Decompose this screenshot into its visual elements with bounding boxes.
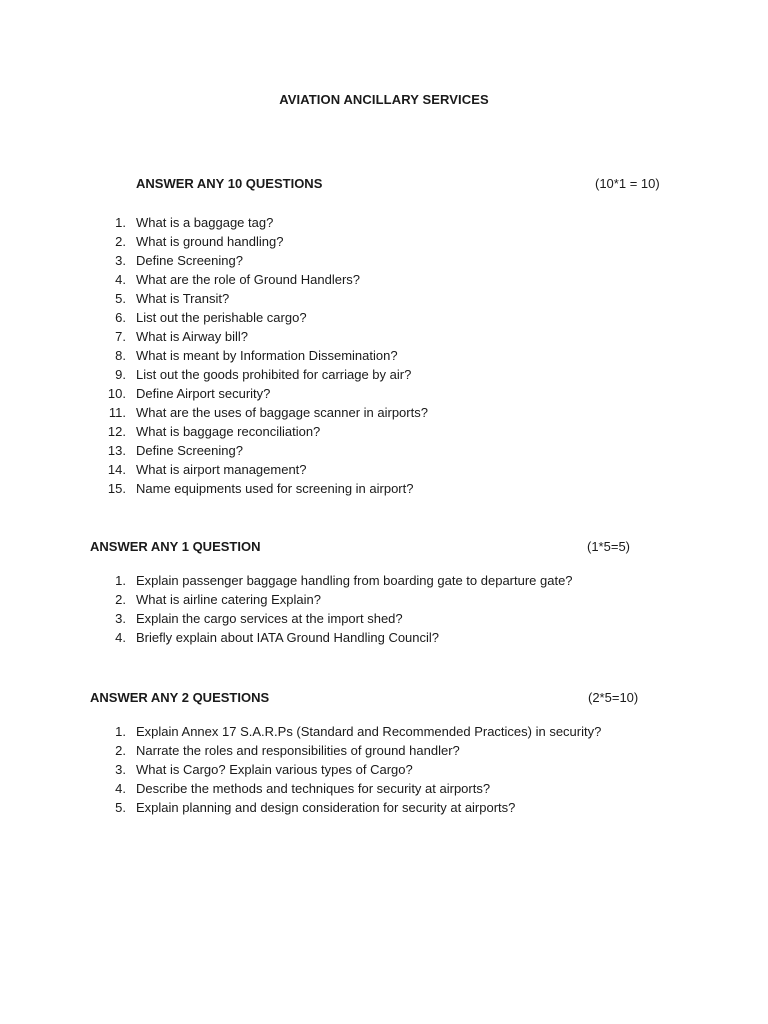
- question-item: [115, 722, 602, 741]
- section-a-marks: (10*1 = 10): [595, 176, 660, 191]
- question-item: [115, 289, 428, 308]
- question-text: List out the goods prohibited for carriage by air?: [136, 367, 412, 382]
- question-item: [115, 327, 428, 346]
- question-item: [115, 779, 601, 798]
- question-number: 1.: [115, 573, 126, 588]
- question-item: [115, 571, 573, 590]
- question-item: [115, 213, 428, 232]
- question-item: [108, 403, 428, 422]
- question-text: What is Transit?: [136, 291, 230, 306]
- question-text: What is airline catering Explain?: [136, 592, 321, 607]
- section-b-question-list: [115, 571, 573, 647]
- section-c-header: ANSWER ANY 2 QUESTIONS: [90, 690, 270, 705]
- section-b-marks: (1*5=5): [587, 539, 630, 554]
- question-number: 10.: [107, 386, 126, 401]
- question-item: [115, 798, 601, 817]
- question-number: 13.: [107, 443, 126, 458]
- question-text: List out the perishable cargo?: [136, 310, 307, 325]
- question-item: [115, 308, 428, 327]
- question-number: 5.: [115, 291, 126, 306]
- question-number: 5.: [115, 800, 126, 815]
- question-number: 15.: [107, 481, 126, 496]
- question-number: 3.: [115, 762, 126, 777]
- section-a-question-list: [107, 213, 428, 498]
- question-number: 7.: [115, 329, 126, 344]
- section-a-header: ANSWER ANY 10 QUESTIONS: [136, 176, 323, 191]
- section-b-header: ANSWER ANY 1 QUESTION: [90, 539, 261, 554]
- question-item: [115, 346, 428, 365]
- question-text: Explain passenger baggage handling from boarding gate to departure gate?: [136, 573, 573, 588]
- question-text: Briefly explain about IATA Ground Handling Council?: [136, 630, 440, 645]
- question-text: Define Screening?: [136, 443, 243, 458]
- question-text: What is meant by Information Dissemination?: [136, 348, 398, 363]
- question-item: [115, 741, 601, 760]
- question-number: 2.: [115, 592, 126, 607]
- question-text: Explain the cargo services at the import shed?: [136, 611, 403, 626]
- question-text: Name equipments used for screening in airport?: [136, 481, 414, 496]
- question-number: 2.: [115, 234, 126, 249]
- question-number: 4.: [115, 630, 126, 645]
- question-item: [107, 384, 428, 403]
- question-item: [115, 232, 428, 251]
- question-item: [115, 628, 573, 647]
- question-item: [107, 422, 428, 441]
- question-number: 4.: [115, 272, 126, 287]
- question-text: Define Screening?: [136, 253, 243, 268]
- question-number: 12.: [107, 424, 126, 439]
- question-text: What is Airway bill?: [136, 329, 248, 344]
- question-item: [115, 365, 428, 384]
- question-number: 11.: [108, 405, 126, 420]
- question-number: 2.: [115, 743, 126, 758]
- question-text: What is ground handling?: [136, 234, 284, 249]
- question-item: [115, 609, 573, 628]
- question-item: [107, 441, 428, 460]
- question-text: What is Cargo? Explain various types of Cargo?: [136, 762, 413, 777]
- question-text: Explain planning and design consideration for security at airports?: [136, 800, 516, 815]
- question-text: What is airport management?: [136, 462, 307, 477]
- question-text: What are the uses of baggage scanner in airports?: [136, 405, 428, 420]
- question-text: What is a baggage tag?: [136, 215, 274, 230]
- question-number: 3.: [115, 611, 126, 626]
- question-number: 14.: [107, 462, 126, 477]
- question-text: Define Airport security?: [136, 386, 271, 401]
- question-item: [115, 251, 428, 270]
- section-c-question-list: [115, 722, 602, 817]
- question-item: [115, 760, 601, 779]
- question-text: Describe the methods and techniques for security at airports?: [136, 781, 491, 796]
- question-number: 3.: [115, 253, 126, 268]
- question-number: 9.: [115, 367, 126, 382]
- question-number: 1.: [115, 724, 126, 739]
- question-number: 6.: [115, 310, 126, 325]
- question-item: [115, 590, 573, 609]
- question-text: Explain Annex 17 S.A.R.Ps (Standard and Recommended Practices) in security?: [136, 724, 602, 739]
- page-title: AVIATION ANCILLARY SERVICES: [279, 92, 489, 107]
- question-item: [107, 460, 428, 479]
- question-text: What are the role of Ground Handlers?: [136, 272, 361, 287]
- question-number: 4.: [115, 781, 126, 796]
- question-number: 1.: [115, 215, 126, 230]
- section-c-marks: (2*5=10): [588, 690, 639, 705]
- question-number: 8.: [115, 348, 126, 363]
- question-item: [107, 479, 428, 498]
- question-text: Narrate the roles and responsibilities of ground handler?: [136, 743, 460, 758]
- question-item: [115, 270, 428, 289]
- question-text: What is baggage reconciliation?: [136, 424, 321, 439]
